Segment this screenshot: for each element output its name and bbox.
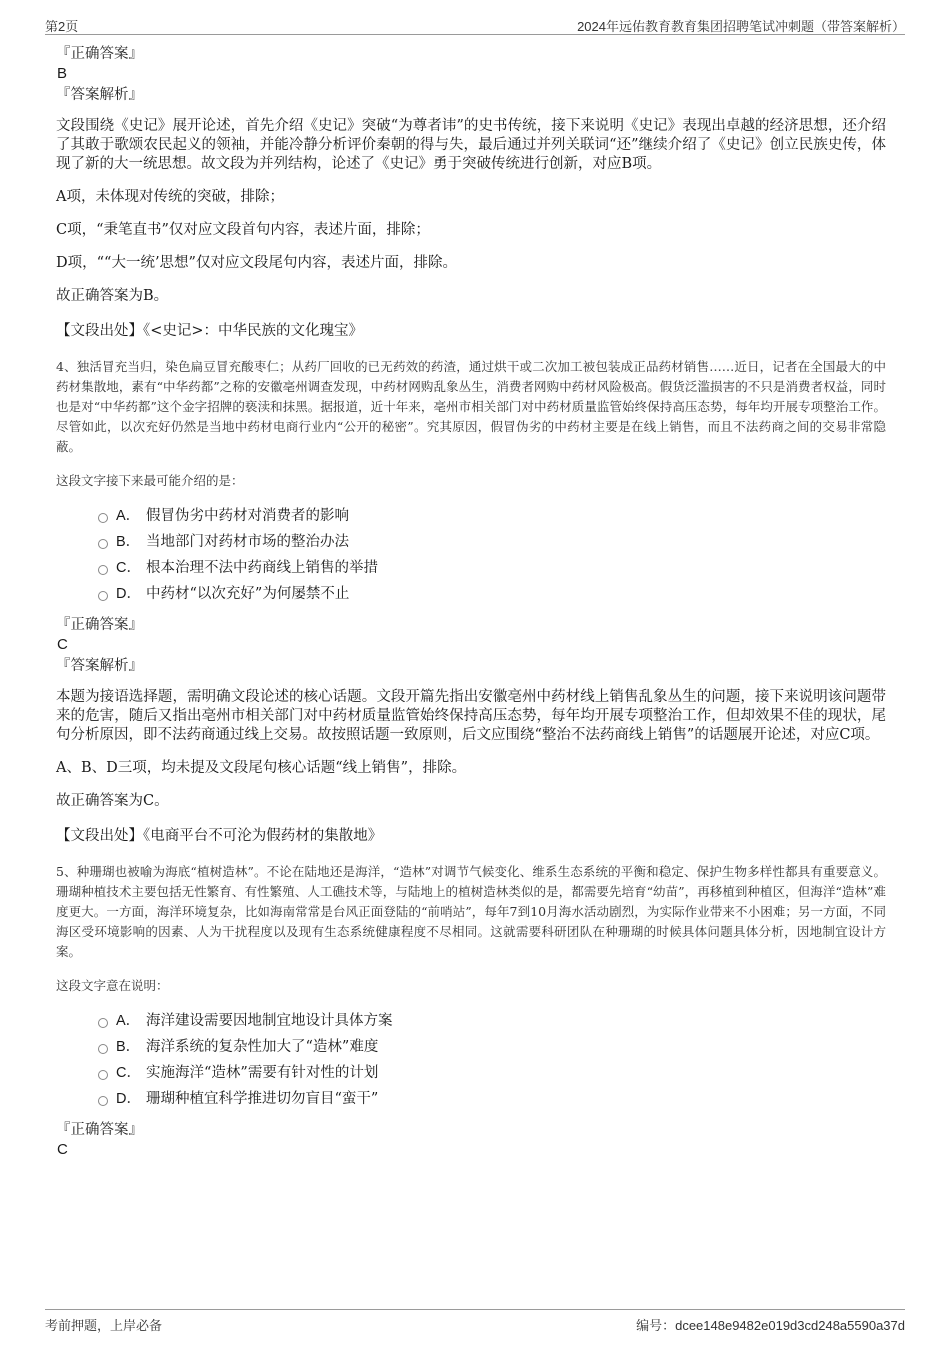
analysis-line-a: A项，未体现对传统的突破，排除； <box>56 189 284 205</box>
radio-button-icon[interactable] <box>98 1070 108 1080</box>
analysis-line-c: C项，“秉笔直书”仅对应文段首句内容，表述片面，排除； <box>56 222 430 238</box>
question-5 <box>56 862 886 1160</box>
option-list <box>56 503 886 607</box>
option-b[interactable]: B． 海洋系统的复杂性加大了“造林”难度 <box>98 1034 886 1060</box>
answer-value: B <box>57 65 68 82</box>
question-text: 5、种珊瑚也被喻为海底“植树造林”。不论在陆地还是海洋，“造林”对调节气候变化、维系生态系统的平衡和稳定、保护生物多样性都具有重要意义。珊瑚种植技术主要包括无性繁育、有性繁殖、人工礁技术等，与陆地上的植树造林类似的是，都需要先培育“幼苗”，再移植到种植区，但海洋“造林”难度更大。一方面，海洋环境复杂，比如海南常常是台风正面登陆的“前哨站”，每年7到10月海水活动剧烈，为实际作业带来不小困难；另一方面，不同海区受环境影响的因素、人为干扰程度以及现有生态系统健康程度不尽相同。这就需要科研团队在种珊瑚的时候具体问题具体分析，因地制宜设计方案。 <box>56 864 886 959</box>
analysis-tag: 『答案解析』 <box>56 658 143 674</box>
answer-tag: 『正确答案』 <box>56 1122 143 1138</box>
page-header <box>45 14 905 35</box>
radio-button-icon[interactable] <box>98 591 108 601</box>
option-list <box>56 1008 886 1112</box>
question-text: 4、独活冒充当归，染色扁豆冒充酸枣仁；从药厂回收的已无药效的药渣，通过烘干或二次加工被包装成正品药材销售……近日，记者在全国最大的中药材集散地，素有“中华药都”之称的安徽亳州调查发现，中药材网购乱象丛生，消费者网购中药材风险极高。假货泛滥损害的不只是消费者权益，同时也是对“中华药都”这个金字招牌的亵渎和抹黑。据报道，近十年来，亳州市相关部门对中药材质量监管始终保持高压态势，每年均开展专项整治工作。尽管如此，以次充好仍然是当地中药材电商行业内“公开的秘密”。究其原因，假冒伪劣的中药材主要是在线上销售，而且不法药商之间的交易非常隐蔽。 <box>56 359 886 454</box>
question-4 <box>56 357 886 846</box>
radio-button-icon[interactable] <box>98 565 108 575</box>
analysis-tag: 『答案解析』 <box>56 87 143 103</box>
answer-tag: 『正确答案』 <box>56 46 143 62</box>
analysis-text: 本题为接语选择题，需明确文段论述的核心话题。文段开篇先指出安徽亳州中药材线上销售乱象丛生的问题，接下来说明该问题带来的危害，随后又指出亳州市相关部门对中药材质量监管始终保持高压态势，每年均开展专项整治工作，但却效果不佳的现状，尾句分析原因，即不法药商通过线上交易。故按照话题一致原则，后文应围绕“整治不法药商线上销售”的话题展开论述，对应C项。 <box>56 689 886 743</box>
answer-tag: 『正确答案』 <box>56 617 143 633</box>
analysis-line-d: D项，““大一统’思想”仅对应文段尾句内容，表述片面，排除。 <box>56 255 457 271</box>
radio-button-icon[interactable] <box>98 1096 108 1106</box>
option-c[interactable]: C． 实施海洋“造林”需要有针对性的计划 <box>98 1060 886 1086</box>
document-id <box>636 1315 905 1334</box>
code-value: dcee148e9482e019d3cd248a5590a37d <box>675 1318 905 1333</box>
page-footer <box>45 1309 905 1334</box>
question-prompt: 这段文字接下来最可能介绍的是： <box>56 473 244 488</box>
footer-slogan: 考前押题，上岸必备 <box>45 1319 163 1334</box>
code-label: 编号： <box>636 1318 676 1333</box>
radio-button-icon[interactable] <box>98 513 108 523</box>
radio-button-icon[interactable] <box>98 539 108 549</box>
q3-answer-section <box>56 44 886 341</box>
radio-button-icon[interactable] <box>98 1044 108 1054</box>
answer-value: C <box>57 636 68 653</box>
option-a[interactable]: A． 海洋建设需要因地制宜地设计具体方案 <box>98 1008 886 1034</box>
question-prompt: 这段文字意在说明： <box>56 978 169 993</box>
analysis-conclusion: 故正确答案为B。 <box>56 288 169 304</box>
option-d[interactable]: D． 珊瑚种植宜科学推进切勿盲目“蛮干” <box>98 1086 886 1112</box>
option-a[interactable]: A． 假冒伪劣中药材对消费者的影响 <box>98 503 886 529</box>
page-number: 第2页 <box>45 19 79 34</box>
radio-button-icon[interactable] <box>98 1018 108 1028</box>
document-title: 2024年远佑教育教育集团招聘笔试冲刺题（带答案解析） <box>577 19 905 34</box>
document-body <box>56 44 886 1160</box>
option-d[interactable]: D． 中药材“以次充好”为何屡禁不止 <box>98 581 886 607</box>
analysis-text: 文段围绕《史记》展开论述，首先介绍《史记》突破“为尊者讳”的史书传统，接下来说明《史记》表现出卓越的经济思想，还介绍了其敢于歌颂农民起义的领袖，并能冷静分析评价秦朝的得与失，最后通过并列关联词“还”继续介绍了《史记》创立民族史传，体现了新的大一统思想。故文段为并列结构，论述了《史记》勇于突破传统进行创新，对应B项。 <box>56 118 886 172</box>
option-b[interactable]: B． 当地部门对药材市场的整治办法 <box>98 529 886 555</box>
passage-source: 【文段出处】《电商平台不可沦为假药材的集散地》 <box>56 828 383 844</box>
analysis-line-abd: A、B、D三项，均未提及文段尾句核心话题“线上销售”，排除。 <box>56 760 467 776</box>
passage-source: 【文段出处】《<史记>：中华民族的文化瑰宝》 <box>56 323 364 339</box>
option-c[interactable]: C． 根本治理不法中药商线上销售的举措 <box>98 555 886 581</box>
analysis-conclusion: 故正确答案为C。 <box>56 793 169 809</box>
answer-value: C <box>57 1141 68 1158</box>
